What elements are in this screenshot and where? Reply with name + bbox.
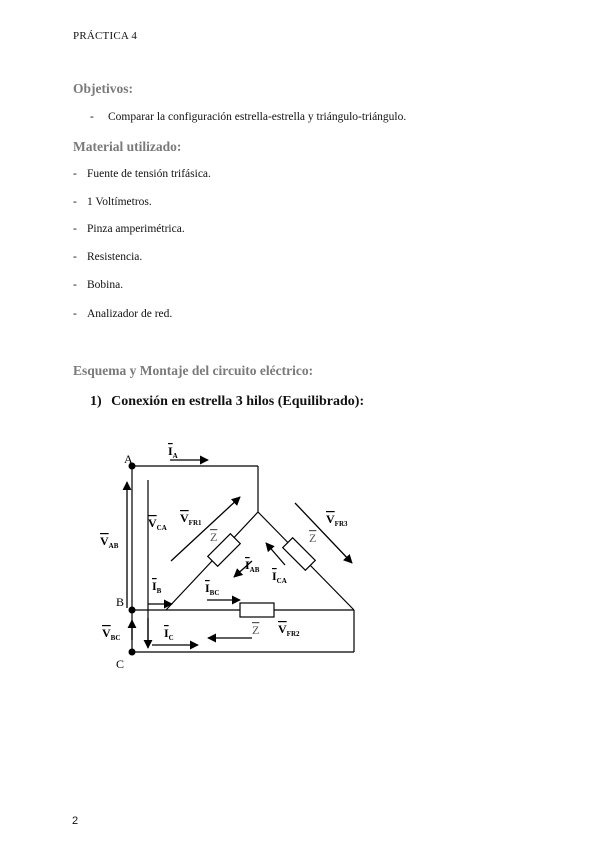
- label-iab: $I_{AB}$: [245, 558, 260, 574]
- label-vfr2: $V_{FR2}$: [278, 622, 300, 638]
- subsection-number: 1): [90, 394, 102, 409]
- subsection-text: Conexión en estrella 3 hilos (Equilibrado):: [111, 394, 365, 409]
- node-b: [129, 607, 136, 614]
- scheme-heading: Esquema y Montaje del circuito eléctrico:: [73, 363, 314, 378]
- label-vfr3: $V_{FR3}$: [326, 512, 348, 528]
- list-dash: -: [73, 279, 77, 291]
- material-text: Pinza amperimétrica.: [87, 223, 185, 235]
- label-vab: $V_{AB}$: [100, 534, 119, 550]
- label-vfr1: $V_{FR1}$: [180, 511, 202, 527]
- objectives-heading: Objetivos:: [73, 81, 133, 96]
- impedance-z3: [240, 603, 274, 617]
- label-ib: $I_B$: [152, 579, 162, 595]
- label-vca: $V_{CA}$: [148, 516, 167, 532]
- list-dash: -: [73, 168, 77, 180]
- node-c: [129, 649, 136, 656]
- list-dash: -: [73, 308, 77, 320]
- label-z1: Z: [210, 530, 218, 544]
- material-text: Analizador de red.: [87, 308, 173, 320]
- list-dash: -: [73, 196, 77, 208]
- page-header: PRÁCTICA 4: [73, 30, 138, 42]
- material-text: Resistencia.: [87, 251, 143, 263]
- material-text: Bobina.: [87, 279, 124, 291]
- node-label-c: C: [116, 657, 125, 671]
- materials-heading: Material utilizado:: [73, 139, 182, 154]
- page-number: 2: [72, 815, 79, 827]
- node-label-a: A: [124, 452, 133, 466]
- material-text: Fuente de tensión trifásica.: [87, 168, 211, 180]
- arrow-ica: [266, 543, 285, 565]
- objective-text: Comparar la configuración estrella-estrella y triángulo-triángulo.: [108, 111, 407, 123]
- label-z2: Z: [309, 531, 317, 545]
- node-label-b: B: [116, 595, 125, 609]
- label-ibc: $I_{BC}$: [205, 581, 220, 597]
- label-ia: $I_A$: [168, 444, 178, 460]
- label-vbc: $V_{BC}$: [102, 626, 121, 642]
- label-z3: Z: [252, 623, 260, 637]
- label-ic: $I_C$: [164, 626, 174, 642]
- list-dash: -: [90, 111, 94, 123]
- material-text: 1 Voltímetros.: [87, 196, 152, 208]
- list-dash: -: [73, 223, 77, 235]
- label-ica: $I_{CA}$: [272, 569, 287, 585]
- list-dash: -: [73, 251, 77, 263]
